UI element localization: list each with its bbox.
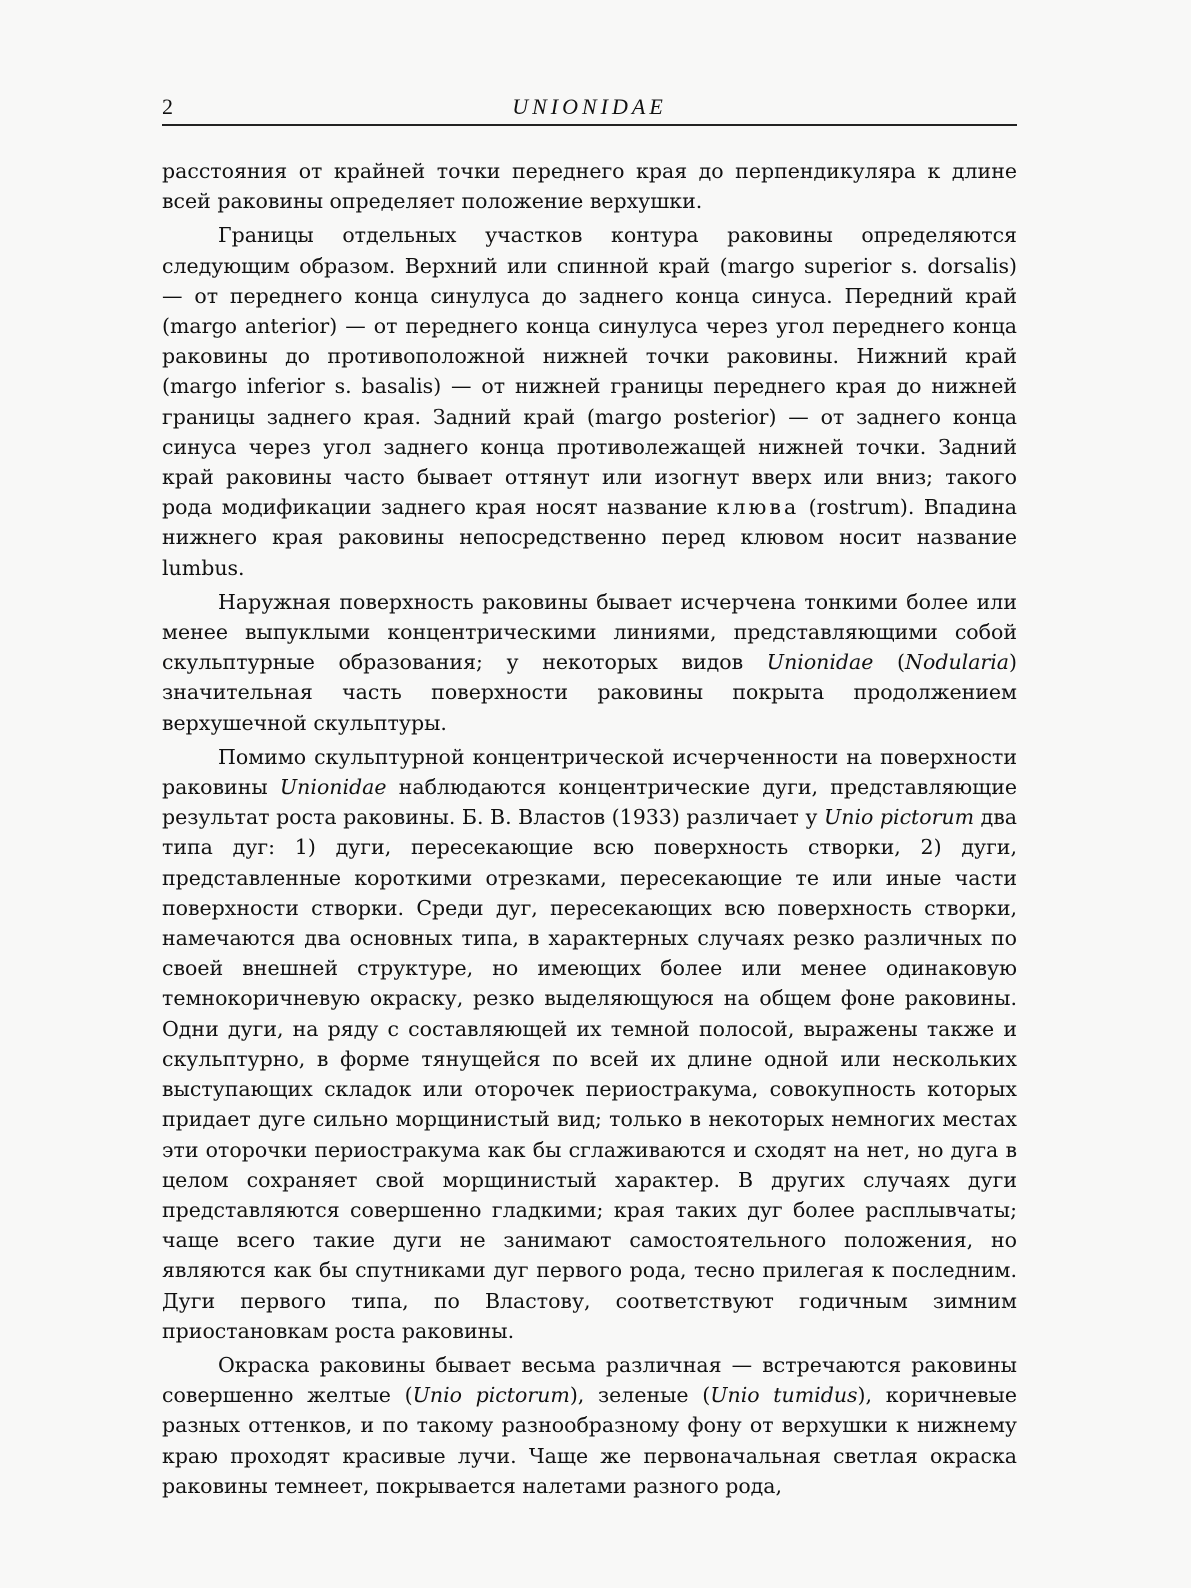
text-run: (rostrum). Впадина нижнего края раковины непосредственно перед клювом носит название lumbus.: [162, 495, 1017, 580]
text-run: ), коричневые разных оттенков, и по такому разнообразному фону от верхушки к нижнему краю проходят красивые лучи. Чаще же первоначальная светлая окраска раковины темнеет, покрывается налетами разного рода,: [162, 1383, 1017, 1498]
latin-term: Unio tumidus: [710, 1383, 858, 1408]
text-run: Наружная поверхность раковины бывает исчерчена тонкими более или менее выпуклыми концентрическими линиями, представляющими собой скульптурные образования; у некоторых видов: [162, 589, 1017, 675]
running-head: [162, 94, 1017, 126]
paragraph: [162, 156, 1017, 216]
text-run: ) значительная часть поверхности раковины покрыта продолжением верхушечной скульптуры.: [162, 650, 1018, 735]
text-run: ), зеленые (: [569, 1383, 711, 1408]
text-run: расстояния от крайней точки переднего края до перпендикуляра к длине всей раковины определяет положение верхушки.: [162, 159, 1017, 214]
emphasized-term: клюва: [716, 495, 800, 520]
page-number: 2: [162, 94, 173, 119]
paragraph: [162, 587, 1017, 738]
latin-term: Nodularia: [905, 650, 1010, 675]
latin-term: Unionidae: [279, 775, 387, 800]
latin-term: Unionidae: [766, 650, 874, 675]
text-run: два типа дуг: 1) дуги, пересекающие всю поверхность створки, 2) дуги, представленные короткими отрезками, пересекающие те или иные части поверхности створки. Среди дуг, пересекающих всю поверхность створки, намечаются два основных типа, в характерных случаях резко различных по своей внешней структуре, но имеющих более или менее одинаковую темнокоричневую окраску, резко выделяющуюся на общем фоне раковины. Одни дуги, на ряду с составляющей их темной полосой, выражены также и скульптурно, в форме тянущейся по всей их длине одной или нескольких выступающих складок или оторочек периостракума, совокупность которых придает дуге сильно морщинистый вид; только в некоторых немногих местах эти оторочки периостракума как бы сглаживаются и сходят на нет, но дуга в целом сохраняет свой морщинистый характер. В других случаях дуги представляются совершенно гладкими; края таких дуг более расплывчаты; чаще всего такие дуги не занимают самостоятельного положения, но являются как бы спутниками дуг первого рода, тесно прилегая к последним. Дуги первого типа, по Властову, соответствуют годичным зимним приостановкам роста раковины.: [162, 805, 1018, 1343]
header-rule: [162, 124, 1017, 126]
latin-term: Unio pictorum: [412, 1383, 570, 1408]
text-run: (: [873, 650, 906, 675]
text-run: Окраска раковины бывает весьма различная — встречаются раковины совершенно желтые (: [162, 1352, 1017, 1408]
latin-term: Unio pictorum: [823, 805, 975, 830]
running-title: UNIONIDAE: [512, 94, 667, 119]
body-text: [162, 156, 1017, 1501]
paragraph: [162, 742, 1017, 1346]
paragraph: [162, 1350, 1017, 1501]
text-run: Границы отдельных участков контура раковины определяются следующим образом. Верхний или спинной край (margo superior s. dorsalis) — от переднего конца синулуса до заднего конца синуса. Передний край (margo anterior) — от переднего конца синулуса через угол переднего конца раковины до противоположной нижней точки раковины. Нижний край (margo inferior s. basalis) — от нижней границы переднего края до нижней границы заднего края. Задний край (margo posterior) — от заднего конца синуса через угол заднего конца противолежащей нижней точки. Задний край раковины часто бывает оттянут или изогнут вверх или вниз; такого рода модификации заднего края носят название: [162, 223, 1017, 520]
text-run: Помимо скульптурной концентрической исчерченности на поверхности раковины: [162, 744, 1017, 800]
text-run: наблюдаются концентрические дуги, представляющие результат роста раковины. Б. В. Властов (1933) различает у: [162, 775, 1017, 830]
paragraph: [162, 220, 1017, 582]
